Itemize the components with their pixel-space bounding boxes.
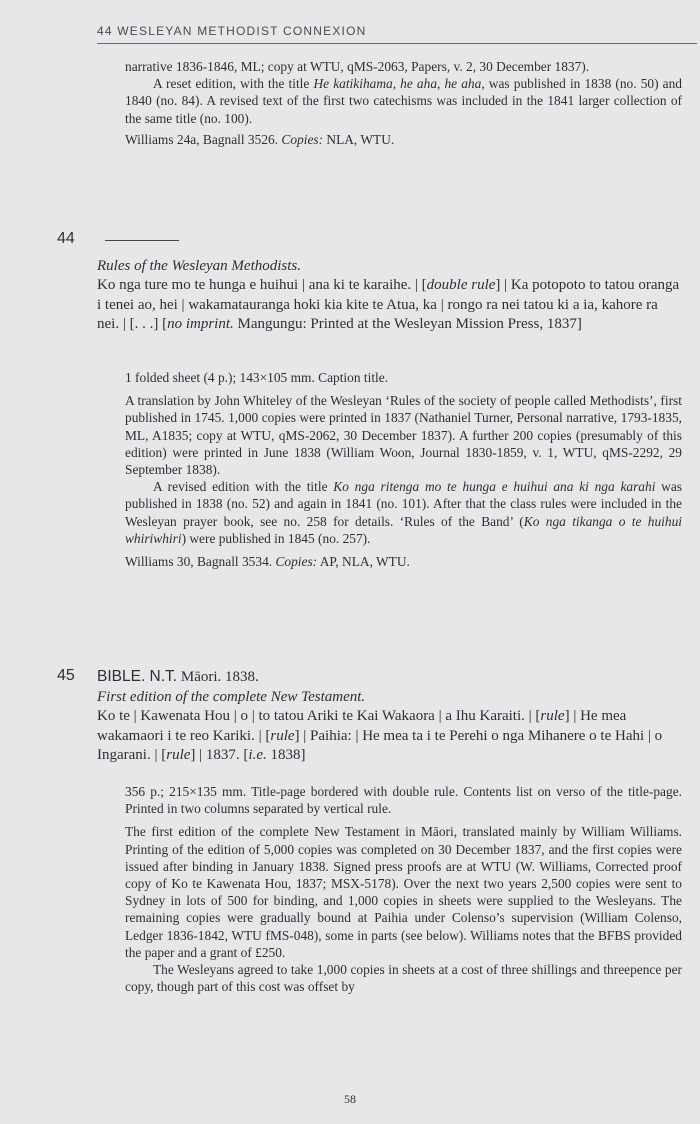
entry-45-number: 45 [57,667,75,684]
entry-45-p2: The Wesleyans agreed to take 1,000 copies in sheets at a cost of three shillings and threepence per copy, though part of this cost was offset by [125,962,682,995]
entry-45-p1: The first edition of the complete New Testament in Māori, translated mainly by William Williams. Printing of the edition of 5,000 copies was completed on 30 December 1837, and the first copies were issued after binding in January 1838. Signed press proofs are at WTU (W. Williams, Corrected proof copy of Ko te Kawenata Hou, 1837; MSX-5178). Over the next two years 2,500 copies were sent to Sydney in lots of 500 for binding, and 1,000 copies in sheets were supplied to the Wesleyans. The remaining copies were gradually bound at Paihia under Colenso’s supervision (William Colenso, Ledger 1836-1842, WTU fMS-048), some in parts (see below). Williams notes that the BFBS provided the paper and a grant of £250. [125,824,682,960]
intro-p2: A reset edition, with the title He katikihama, he aha, he aha, was published in 1838 (no. 50) and 1840 (no. 84). A revised text of the first two catechisms was included in the 1841 larger collection of the same title (no. 100). [125,76,683,126]
intro-block [125,58,682,148]
header-rule [97,43,697,44]
entry-45-head [97,667,682,766]
entry-44-refs: Williams 30, Bagnall 3534. Copies: AP, NLA, WTU. [125,554,410,570]
page-number: 58 [344,1092,356,1106]
entry-dash [105,240,179,241]
entry-44-desc: 1 folded sheet (4 p.); 143×105 mm. Caption title. [125,370,389,385]
entry-44-p2: A revised edition with the title Ko nga ritenga mo te hunga e huihui ana ki nga karahi was published in 1838 (no. 52) and again in 1841 (no. 101). After that the class rules were included in the Wesleyan prayer book, see no. 258 for details. ‘Rules of the Band’ (Ko nga tikanga o te huihui whiriwhiri) were published in 1845 (no. 257). [125,479,683,546]
entry-45-title: Ko te | Kawenata Hou | o | to tatou Ariki te Kai Wakaora | a Ihu Karaiti. | [rule] | He mea wakamaori i te reo Kariki. | [rule] | Paihia: | He mea ta i te Perehi o nga Mihanere o te Hahi | o Ingarani. | [rule] | 1837. [i.e. 1838] [97,708,663,763]
running-header: 44 WESLEYAN METHODIST CONNEXION [97,24,367,38]
entry-45-body [125,783,682,995]
entry-45-desc: 356 p.; 215×135 mm. Title-page bordered with double rule. Contents list on verso of the title-page. Printed in two columns separated by vertical rule. [125,784,682,817]
entry-44-number: 44 [57,230,75,247]
entry-45-heading: BIBLE. N.T. Māori. 1838. [97,668,259,685]
entry-44-body [125,369,682,570]
entry-44-p1: A translation by John Whiteley of the Wesleyan ‘Rules of the society of people called Methodists’, first published in 1745. 1,000 copies were printed in 1837 (Nathaniel Turner, Personal narrative, 1793-1835, ML, A1835; copy at WTU, qMS-2062, 30 December 1837). A further 200 copies (presumably of this edition) were printed in June 1838 (William Woon, Journal 1830-1859, v. 1, WTU, qMS-2292, 29 September 1838). [125,393,682,478]
intro-refs: Williams 24a, Bagnall 3526. Copies: NLA, WTU. [125,131,395,147]
entry-45-subtitle: First edition of the complete New Testament. [97,688,366,705]
entry-44-head [97,231,682,335]
entry-44-subtitle: Rules of the Wesleyan Methodists. [97,257,301,274]
entry-44-title: Ko nga ture mo te hunga e huihui | ana ki te karaihe. | [double rule] | Ka potopoto to tatou oranga i tenei ao, hei | wakamatauranga hoki kia kite te Atua, ka | rongo ra nei tatou ki a ia, kahore ra nei. | [. . .] [no imprint. Mangungu: Printed at the Wesleyan Mission Press, 1837] [97,277,680,332]
intro-p1: narrative 1836-1846, ML; copy at WTU, qMS-2063, Papers, v. 2, 30 December 1837). [125,59,590,74]
